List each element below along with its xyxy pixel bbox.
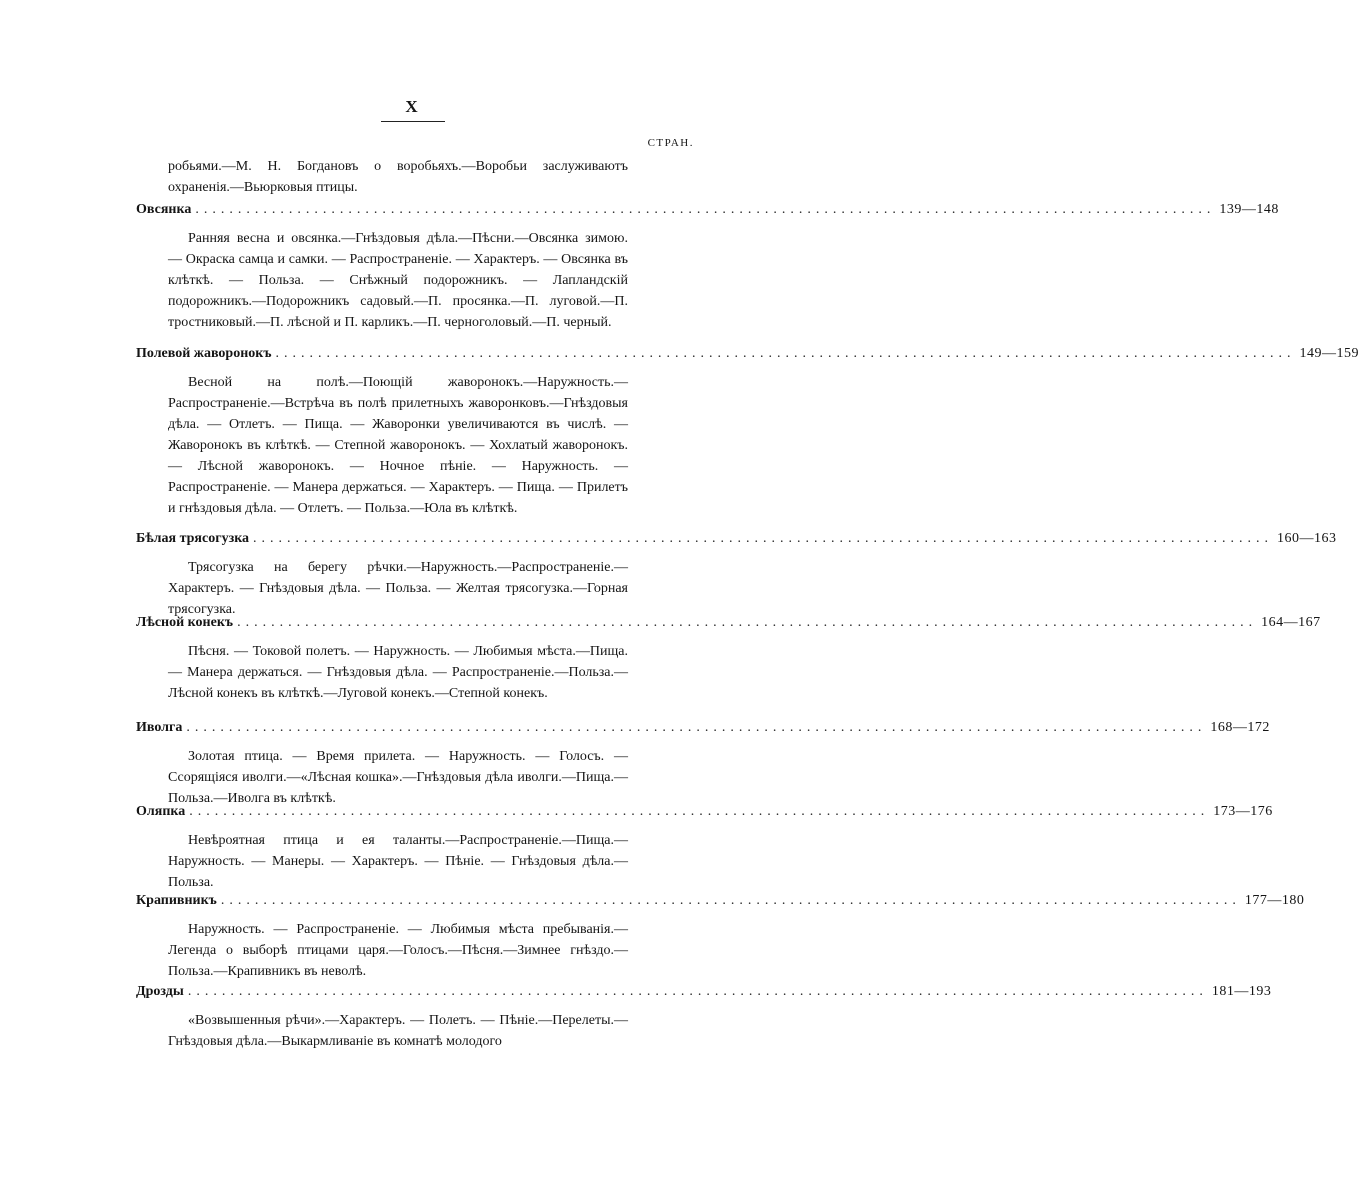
dot-leader: ........................................................................................................................ [189, 804, 1210, 819]
entry-header [136, 804, 1273, 826]
entry-description: Ранняя весна и овсянка.—Гнѣздовыя дѣла.—Пѣсни.—Овсянка зимою. — Окраска самца и самки. — Распространеніе. — Характеръ. — Овсянка въ клѣткѣ. — Польза. — Снѣжный подорожникъ. — Лапландскій подорожникъ.—Подорожникъ садовый.—П. просянка.—П. луговой.—П. тростниковый.—П. лѣсной и П. карликъ.—П. черноголовый.—П. черный. [168, 231, 628, 330]
entry-header [136, 984, 1272, 1006]
header-rule [381, 121, 445, 122]
dot-leader: ........................................................................................................................ [275, 346, 1296, 361]
entry-pages: 173—176 [1213, 804, 1273, 819]
entry-pages: 160—163 [1277, 531, 1337, 546]
entry-description: Невѣроятная птица и ея таланты.—Распространеніе.—Пища.—Наружность. — Манеры. — Характеръ. — Пѣніе. — Гнѣздовыя дѣла.—Польза. [168, 833, 628, 890]
entry-description: Весной на полѣ.—Поющій жаворонокъ.—Наружность.—Распространеніе.—Встрѣча въ полѣ прилетныхъ жаворонковъ.—Гнѣздовыя дѣла. — Отлетъ. — Пища. — Жаворонки увеличиваются въ числѣ. — Жаворонокъ въ клѣткѣ. — Степной жаворонокъ. — Хохлатый жаворонокъ. — Лѣсной жаворонокъ. — Ночное пѣніе. — Наружность. — Распространеніе. — Манера держаться. — Характеръ. — Пища. — Прилетъ и гнѣздовыя дѣла. — Отлетъ. — Польза.—Юла въ клѣткѣ. [168, 375, 628, 516]
entry-header [136, 531, 1337, 553]
entry-pages: 177—180 [1244, 893, 1305, 908]
dot-leader: ........................................................................................................................ [186, 720, 1207, 735]
entry-description: «Возвышенныя рѣчи».—Характеръ. — Полетъ. — Пѣніе.—Перелеты.—Гнѣздовыя дѣла.—Выкармливаніе въ комнатѣ молодого [168, 1013, 628, 1049]
entry-title: Крапивникъ [136, 893, 217, 908]
entry-title: Лѣсной конекъ [136, 615, 234, 630]
entry-title: Иволга [136, 720, 183, 735]
entry-description: Пѣсня. — Токовой полетъ. — Наружность. — Любимыя мѣста.—Пища. — Манера держаться. — Гнѣздовыя дѣла. — Распространеніе.—Польза.—Лѣсной конекъ въ клѣткѣ.—Луговой конекъ.—Степной конекъ. [168, 644, 628, 701]
entry-pages: 168—172 [1210, 720, 1270, 735]
entry-pages: 164—167 [1261, 615, 1321, 630]
entry-pages: 149—159 [1299, 346, 1359, 361]
entry-title: Полевой жаворонокъ [136, 346, 272, 361]
entry-header [136, 346, 1359, 368]
entry-title: Дрозды [136, 984, 184, 999]
continuation-text: робьями.—М. Н. Богдановъ о воробьяхъ.—Воробьи заслуживаютъ охраненія.—Вьюрковыя птицы. [168, 159, 628, 195]
dot-leader: ........................................................................................................................ [187, 984, 1208, 999]
entry-description: Трясогузка на берегу рѣчки.—Наружность.—Распространеніе.—Характеръ. — Гнѣздовыя дѣла. — Польза. — Желтая трясогузка.—Горная трясогузка. [168, 560, 628, 617]
entry-title: Овсянка [136, 202, 192, 217]
dot-leader: ........................................................................................................................ [220, 893, 1241, 908]
entry-header [136, 720, 1270, 742]
entry-description: Наружность. — Распространеніе. — Любимыя мѣста пребыванія.—Легенда о выборѣ птицами царя.—Голосъ.—Пѣсня.—Зимнее гнѣздо.—Польза.—Крапивникъ въ неволѣ. [168, 922, 628, 979]
dot-leader: ........................................................................................................................ [253, 531, 1274, 546]
column-label: СТРАН. [647, 137, 694, 149]
entry-header [136, 202, 1279, 224]
page-number: X [405, 97, 419, 116]
dot-leader: ........................................................................................................................ [237, 615, 1258, 630]
entry-header [136, 615, 1321, 637]
entry-header [136, 893, 1305, 915]
entry-pages: 181—193 [1211, 984, 1272, 999]
dot-leader: ........................................................................................................................ [195, 202, 1216, 217]
entry-pages: 139—148 [1219, 202, 1279, 217]
entry-title: Оляпка [136, 804, 186, 819]
entry-title: Бѣлая трясогузка [136, 531, 250, 546]
entry-description: Золотая птица. — Время прилета. — Наружность. — Голосъ. — Ссорящіяся иволги.—«Лѣсная кошка».—Гнѣздовыя дѣла иволги.—Пища.—Польза.—Иволга въ клѣткѣ. [168, 749, 628, 806]
